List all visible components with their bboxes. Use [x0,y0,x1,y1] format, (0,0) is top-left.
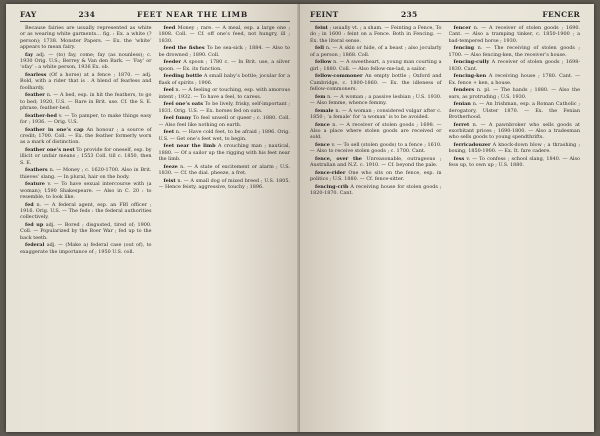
entry-definition: adj. — (to) fay, come; fay (as nounless); c. 1930 Orig. U.S.; Berrey & Van den Bark. — ‘Fay’ or ‘ofay’ : a white person, 1936 Ex. ob. [20,51,152,71]
entry-definition: n. — A woman ; considered vulgar after c. 1850 ; ‘a female’ for ‘a woman’ is to be avoided. [310,107,442,120]
entry-definition: n. — A state of excitement or alarm ; U.S. 1830. — Cf. the dial. pheeze, a fret. [158,163,290,176]
entry-headword: feel [163,87,174,94]
entry-headword: fence [315,141,330,148]
dictionary-entry [310,25,442,44]
dictionary-entry [449,156,581,169]
entry-headword: fencing-cully [453,59,490,66]
entry-definition: n. — A receiver of stolen goods ; 1690. Cant. — Also a tramping tinker, c. 1850-1900 ; a bad-tempered horse ; 1930. [448,25,580,44]
dictionary-entry [449,122,581,141]
entry-headword: feel one’s oats [163,101,204,108]
dictionary-entry [20,167,152,180]
dictionary-entry [310,73,442,92]
running-title: FEET NEAR THE LIMB [137,10,249,19]
entry-definition: One who sits on the fence, esp. in politics ; U.S. 1880. — Cf. fence-sitter. [310,169,442,183]
dictionary-entry [159,164,291,177]
running-head-left [20,10,290,22]
entry-definition: An empty bottle ; Oxford and Cambridge, c. 1800-1860. — Ex. the idleness of fellow-commoners. [310,73,442,92]
entry-definition: Because fairies are usually represented as white or as wearing white garments… fig. : Ex. a white (? person); 1738. Monster Papers. — Ex. the ‘white’ appears to mean fairy. [20,25,152,51]
open-book [6,4,594,432]
left-page [6,4,300,432]
right-page-column-2 [449,25,581,425]
dictionary-entry [449,142,581,155]
entry-definition: A spoon ; 1780 c. — In Brit. use, a silver spoon. — Ex. its function. [158,59,290,72]
dictionary-entry [310,59,442,72]
right-page-column-1 [310,25,442,425]
entry-definition: n. — A woman ; a passive lesbian ; U.S. 1930. — Also femme, whence femmy. [310,93,442,106]
guide-word-left: FAY [20,10,37,19]
entry-headword: ferricadouzer [453,141,491,148]
dictionary-entry [159,129,291,142]
dictionary-entry [449,45,581,58]
right-page [300,4,594,432]
entry-headword: fenian [453,101,471,108]
entry-definition: A receiver of stolen goods ; 1698-1830. Cant. [448,59,580,72]
entry-definition: n. — An Irishman, esp. a Roman Catholic ; derogatory, Ulster 1870. — Ex. the Fenian Brotherhood. [448,101,580,120]
entry-headword: feint [315,25,328,31]
entry-definition: n. — A federal agent, esp. an FBI officer ; 1916. Orig. U.S. — The feds : the federal authorities collectively. [20,201,152,221]
dictionary-entry [449,101,581,120]
dictionary-entry [449,59,581,72]
dictionary-entry [20,127,152,146]
entry-headword: feathers [25,167,48,174]
entry-definition: n. — The receiving of stolen goods ; 1700. — Also fencing-ken, the receiver’s house. [448,45,580,58]
entry-definition: n. pl. — The hands ; 1880. — Also the ears, as protruding ; U.S. 1930. [448,87,580,100]
entry-definition: n. — A skin or hide, of a beast ; also jocularly of a person ; 1868. Coll. [310,45,442,58]
entry-headword: feather-bed [25,112,57,119]
running-head-right [310,10,580,22]
entry-definition: adj. — (Make a) federal case (out of), to exaggerate the importance of ; 1950 U.S. coll. [20,242,152,255]
entry-headword: fellow [315,59,332,66]
entry-definition: To provide for oneself, esp. by illicit or unfair means ; 1553 Coll. till c. 1850, then S. E. [20,146,152,166]
guide-word-right: FENCER [542,10,580,19]
page-number-right: 235 [400,10,418,19]
entry-headword: fed up [25,221,44,228]
dictionary-entry [159,115,291,128]
entry-headword: feather [25,92,45,99]
entry-definition: n. — A receiver of stolen goods ; 1698. — Also a place where stolen goods are received or sold. [310,121,442,141]
entry-definition: A receiving house ; 1780. Cant. — Ex. fence + ken, a house. [448,73,580,86]
entry-headword: fence-rider [315,169,346,176]
dictionary-entry [310,156,442,169]
entry-headword: feature [25,181,45,188]
dictionary-entry [20,72,152,91]
entry-definition: n. — Have cold feet, to be afraid ; 1896. Orig. U.S. — Get one’s feet wet, to begin. [158,129,290,142]
entry-definition: To be sea-sick ; 1884. — Also to be drowned ; 1890. Coll. [158,45,290,58]
dictionary-entry [310,184,442,197]
dictionary-entry [449,87,581,100]
entry-headword: feet [163,129,175,136]
entry-headword: fencer [453,25,471,31]
dictionary-entry [310,108,442,121]
entry-headword: fellow-commoner [315,73,363,80]
entry-definition: To be lively, frisky, self-important ; 1831. Orig. U.S. — Ex. horses fed on oats. [158,101,290,114]
entry-headword: feeding bottle [163,73,203,80]
left-page-column-1 [20,25,152,425]
entry-definition: A receiving house for stolen goods ; 1820-1870. Cant. [310,183,442,197]
entry-headword: fem [315,93,326,100]
dictionary-entry [159,73,291,86]
dictionary-entry [310,142,442,155]
dictionary-entry [20,25,152,50]
entry-definition: Unreasonable, outrageous ; Australian and N.Z. c. 1910. — Cf. beyond the pale. [310,155,442,169]
dictionary-entry [159,25,291,44]
dictionary-entry [159,45,291,58]
entry-definition: ; usually vt. ; a sham. — Feinting a Fence, To do ; in 1600 : feint on a Fence. Both in Fencing. — Ex. the literal sense. [310,25,442,44]
dictionary-entry [449,25,581,44]
dictionary-entry [20,202,152,221]
dictionary-entry [159,59,291,72]
guide-word-right-start: FEINT [310,10,339,19]
entry-headword: fess [453,155,465,162]
entry-definition: n. — A sweetheart, a young man courting a girl ; 1880. Coll. — Also fellow-me-lad, a sailor. [310,59,442,72]
dictionary-entry [20,92,152,111]
entry-headword: feed [163,25,176,31]
entry-headword: fearless [25,72,47,78]
entry-definition: n. — A bed, esp. in hit the feathers, to go to bed; 1920, U.S. — Rare in Brit. use. Cf. the S. E. phrase, feather-bed. [20,92,152,112]
entry-definition: Money ; rare. — A meal, esp. a large one ; 1808. Coll. — Cf. off one’s feed, not hungry, ill ; 1830. [158,25,290,44]
dictionary-entry [20,222,152,241]
dictionary-entry [20,242,152,255]
entry-headword: feel funny [163,115,192,122]
entry-definition: (Of a horse) at a fence ; 1870. — adj. Bold, with a rider that is . A blend of fearless and foolhardy. [20,72,152,91]
dictionary-entry [20,52,152,71]
dictionary-entry [159,101,291,114]
dictionary-entry [20,181,152,200]
entry-headword: fell [315,45,324,52]
dictionary-entry [20,147,152,166]
dictionary-entry [310,122,442,141]
entry-definition: adj. — Bored ; disgusted, tired of; 1900. Coll. — Popularized by the Boer War ; fed up to the back teeth. [20,221,152,241]
entry-headword: feed the fishes [163,45,205,52]
entry-headword: feet near the limb [163,143,216,150]
entry-definition: v. — To sell (stolen goods) to a fence ; 1610. — Also to receive stolen goods ; c. 1700. Cant. [310,141,442,155]
entry-definition: n. — A feeling or touching, esp. with amorous intent ; 1932. — To have a feel, to caress. [158,87,290,100]
entry-headword: federal [25,242,45,249]
entry-definition: A knock-down blow ; a thrashing ; boxing, 1850-1900. — Ex. It. fare cadere. [448,141,580,155]
entry-headword: female [315,107,334,114]
entry-headword: fencing [453,45,475,52]
entry-definition: A crouching man ; nautical, 1880. — Of a sailor up the rigging with his feet near the limb. [158,143,290,162]
dictionary-entry [20,113,152,126]
entry-headword: fay [25,51,34,58]
page-number-left: 234 [78,10,96,19]
dictionary-entry [310,170,442,183]
entry-headword: fencing-crib [315,183,349,190]
dictionary-entry [310,94,442,107]
entry-headword: feather one’s nest [25,146,75,153]
left-page-column-2 [159,25,291,425]
entry-headword: fenders [453,87,475,94]
entry-headword: fencing-ken [453,73,487,80]
dictionary-entry [159,87,291,100]
entry-definition: To feel unwell or queer ; c. 1880. Coll. — Also feel like nothing on earth. [158,115,290,128]
dictionary-entry [449,73,581,86]
entry-headword: feeder [163,59,181,66]
dictionary-entry [310,45,442,58]
entry-headword: fed [25,201,34,208]
entry-definition: A small baby’s bottle; jocular for a flask of spirits ; 1906. [158,73,290,86]
dictionary-entry [159,143,291,162]
entry-definition: n. — A small dog of mixed breed ; U.S. 1805. — Hence feisty, aggressive, touchy ; 1896. [158,177,290,190]
entry-headword: feist [163,177,176,184]
entry-headword: feather in one’s cap [25,126,84,133]
dictionary-entry [159,178,291,191]
entry-definition: An honour ; a source of credit; 1700. Coll. — Ex. the feather formerly worn as a mark of distinction. [20,126,152,146]
entry-headword: fence [315,121,330,128]
entry-definition: n. — Money ; c. 1620-1700. Also in Brit. thieves’ slang. — In plural, hair on the body. [20,167,152,180]
entry-definition: n. — A pawnbroker who sells goods at exorbitant prices ; 1690-1800. — Also a tradesman who sells goods to young spendthrifts. [448,121,580,141]
entry-definition: v. — To have sexual intercourse with (a woman); 1590 Shakespeare. — Also in C. 20 : to resemble, to look like. [20,181,152,200]
entry-headword: fence, over the [315,155,362,162]
entry-definition: v. — To pamper, to make things easy for ; 1936. — Orig. U.S. [20,112,152,125]
entry-headword: feeze [163,163,178,170]
entry-headword: ferret [453,121,470,128]
entry-definition: v. — To confess ; school slang, 1840. — Also fess up, to own up ; U.S. 1880. [448,155,580,169]
